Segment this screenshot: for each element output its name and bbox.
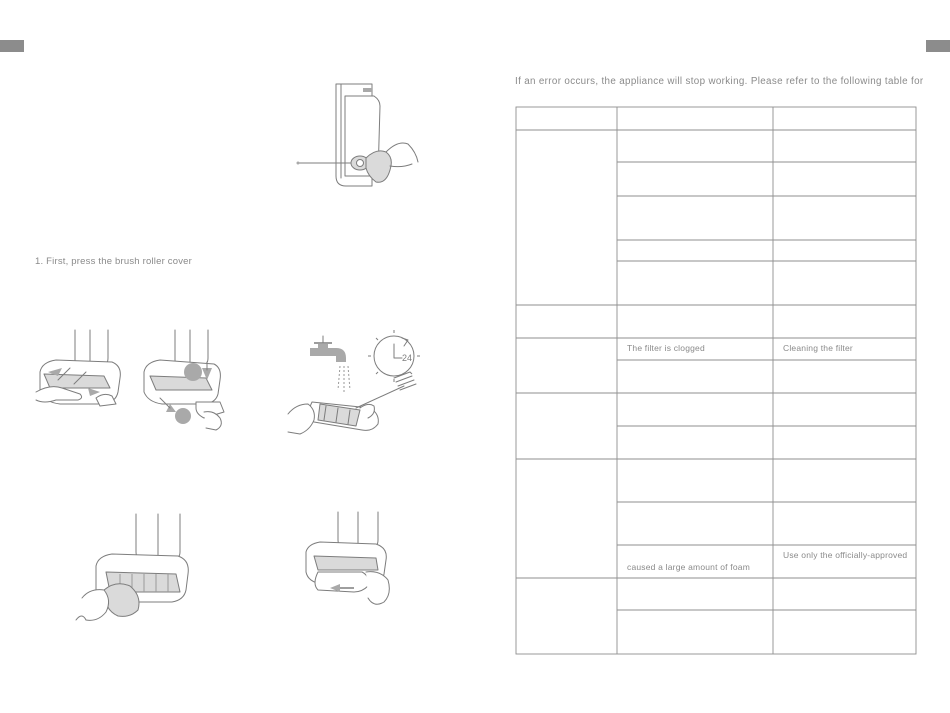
rinse-and-dry-illustration bbox=[288, 330, 420, 434]
filter-solution-cell: Cleaning the filter bbox=[783, 343, 853, 353]
foam-solution-cell: Use only the officially-approved bbox=[783, 550, 908, 560]
foam-cause-cell: caused a large amount of foam bbox=[627, 562, 750, 572]
intro-paragraph: If an error occurs, the appliance will stop working. Please refer to the following table for bbox=[515, 76, 924, 87]
filter-cause-cell: The filter is clogged bbox=[627, 343, 705, 353]
svg-text:24: 24 bbox=[402, 353, 413, 363]
step-instruction: 1. First, press the brush roller cover bbox=[35, 256, 193, 267]
drain-cleaning-illustration bbox=[297, 84, 419, 186]
reinstall-roller-illustration bbox=[306, 512, 389, 604]
troubleshooting-table bbox=[516, 107, 916, 654]
press-cover-illustration bbox=[36, 330, 120, 406]
wipe-roller-illustration bbox=[76, 514, 188, 620]
remove-cover-illustration bbox=[144, 330, 224, 430]
